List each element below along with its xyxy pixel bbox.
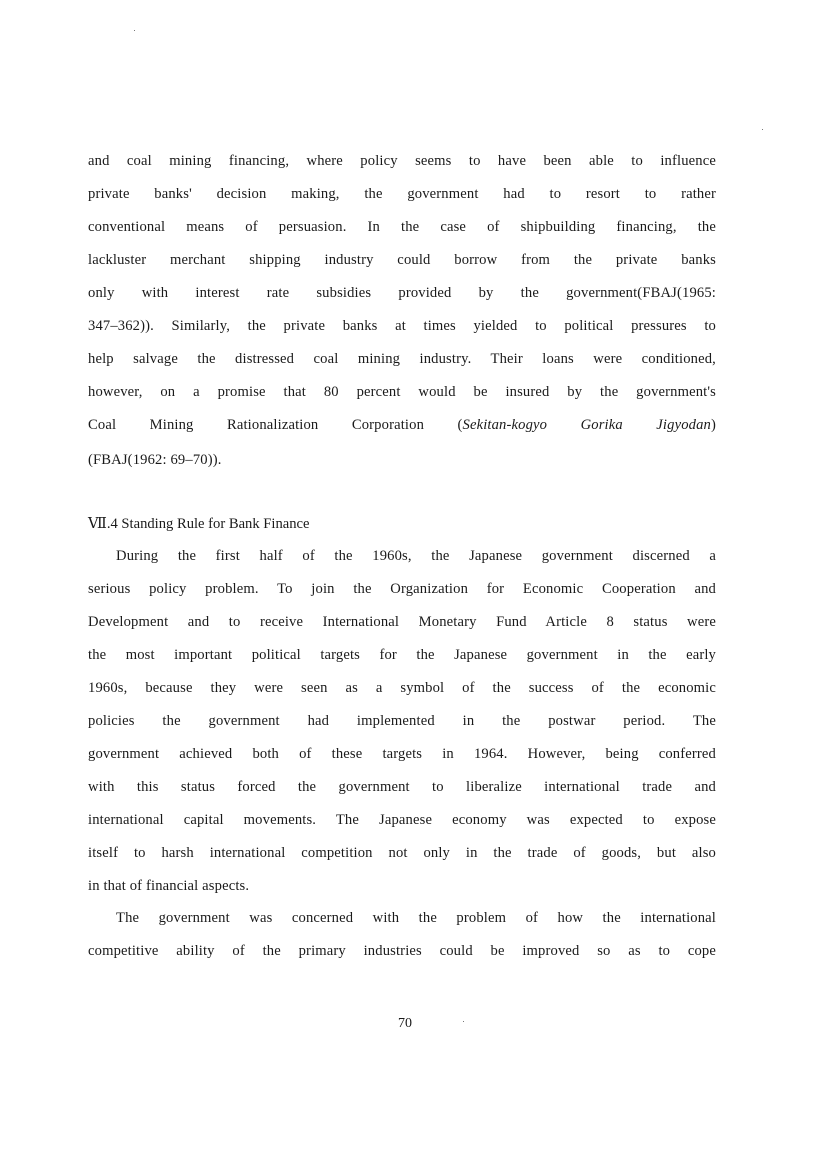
scan-speck	[134, 30, 135, 31]
italic-term: Sekitan-kogyo Gorika Jigyodan	[462, 417, 711, 433]
text-line: competitive ability of the primary industries could be improved so as to cope	[88, 943, 716, 959]
text-line: (FBAJ(1962: 69–70)).	[88, 452, 222, 468]
text-line: and coal mining financing, where policy seems to have been able to influence	[88, 153, 716, 169]
text-line: conventional means of persuasion. In the case of shipbuilding financing, the	[88, 219, 716, 235]
text-line: During the first half of the 1960s, the Japanese government discerned a	[116, 548, 716, 564]
text-line: 1960s, because they were seen as a symbol of the success of the economic	[88, 680, 716, 696]
text-segment: )	[710, 417, 716, 433]
page-number: 70	[398, 1016, 412, 1031]
text-line: with this status forced the government to liberalize international trade and	[88, 779, 716, 795]
text-line: only with interest rate subsidies provided by the government(FBAJ(1965:	[88, 285, 716, 301]
text-line: itself to harsh international competition not only in the trade of goods, but also	[88, 845, 716, 861]
text-line: Development and to receive International Monetary Fund Article 8 status were	[88, 614, 716, 630]
text-line: The government was concerned with the problem of how the international	[116, 910, 716, 926]
text-line: government achieved both of these targets in 1964. However, being conferred	[88, 746, 716, 762]
text-line: international capital movements. The Japanese economy was expected to expose	[88, 812, 716, 828]
section-heading: Ⅶ.4 Standing Rule for Bank Finance	[88, 516, 310, 532]
text-line: serious policy problem. To join the Organization for Economic Cooperation and	[88, 581, 716, 597]
text-line: in that of financial aspects.	[88, 878, 250, 894]
text-segment: Coal Mining Rationalization Corporation (	[88, 417, 463, 433]
text-line: however, on a promise that 80 percent would be insured by the government's	[88, 384, 716, 400]
text-line: lackluster merchant shipping industry could borrow from the private banks	[88, 252, 716, 268]
text-line: help salvage the distressed coal mining industry. Their loans were conditioned,	[88, 351, 716, 367]
text-line: policies the government had implemented in the postwar period. The	[88, 713, 716, 729]
text-line: the most important political targets for the Japanese government in the early	[88, 647, 716, 663]
text-line: private banks' decision making, the government had to resort to rather	[88, 186, 716, 202]
scan-speck	[762, 129, 763, 130]
text-line: 347–362)). Similarly, the private banks at times yielded to political pressures to	[88, 318, 716, 334]
text-line	[88, 415, 716, 435]
